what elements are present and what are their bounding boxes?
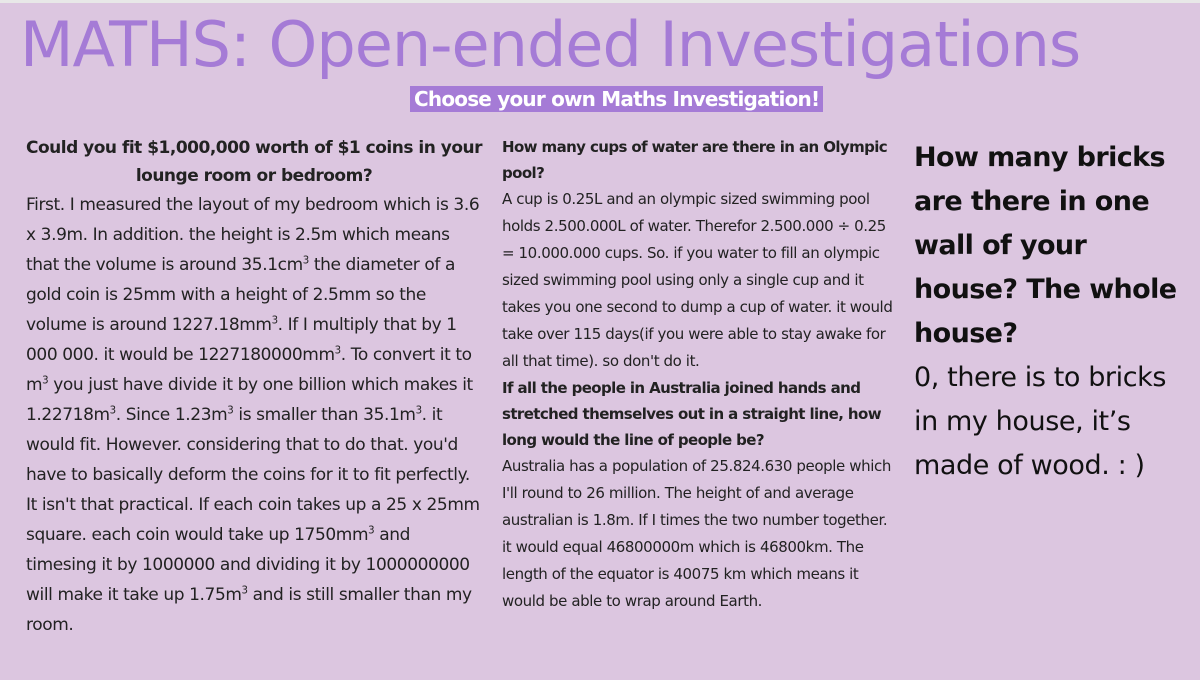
water-and-people-investigations	[502, 134, 894, 615]
pool-answer: A cup is 0.25L and an olympic sized swimming pool holds 2.500.000L of water. Therefor 2.500.000 ÷ 0.25 = 10.000.000 cups. So. if you water to fill an olympic sized swimming pool using only a single cup and it takes you one second to dump a cup of water. it would take over 115 days(if you were able to stay awake for all that time). so don't do it.	[502, 190, 893, 370]
pool-question: How many cups of water are there in an Olympic pool?	[502, 138, 888, 182]
coins-answer: First. I measured the layout of my bedroom which is 3.6 x 3.9m. In addition. the height is 2.5m which means that the volume is around $35.1cm^3$ the diameter of a gold coin is 25mm with a height of 2.5mm so the volume is around $1227.18mm^3$. If I multiply that by 1 000 000. it would be $1227180000mm^3$. To convert it to $m^3$ you just have divide it by one billion which makes it $1.22718m^3$. Since $1.23m^3$ is smaller than $35.1m^3$. it would fit. However. considering that to do that. you'd have to basically deform the coins for it to fit perfectly. It isn't that practical. If each coin takes up a 25 x 25mm square. each coin would take up $1750mm^3$ and timesing it by 1000000 and dividing it by 1000000000 will make it take up $1.75m^3$ and is still smaller than my room.	[26, 195, 480, 635]
page-title: MATHS: Open-ended Investigations	[20, 8, 1081, 81]
bricks-investigation	[914, 136, 1194, 488]
coins-investigation	[26, 134, 482, 640]
page-subtitle: Choose your own Maths Investigation!	[410, 86, 823, 112]
coins-question: Could you fit $1,000,000 worth of $1 coins in your lounge room or bedroom?	[26, 138, 482, 186]
bricks-question: How many bricks are there in one wall of your house? The whole house?	[914, 142, 1177, 349]
line-answer: Australia has a population of 25.824.630 people which I'll round to 26 million. The height of and average australian is 1.8m. If I times the two number together. it would equal 46800000m which is 46800km. The length of the equator is 40075 km which means it would be able to wrap around Earth.	[502, 457, 891, 610]
bricks-answer: 0, there is to bricks in my house, it’s made of wood. : )	[914, 362, 1167, 481]
top-border	[0, 0, 1200, 3]
line-question: If all the people in Australia joined hands and stretched themselves out in a straight line, how long would the line of people be?	[502, 379, 881, 449]
